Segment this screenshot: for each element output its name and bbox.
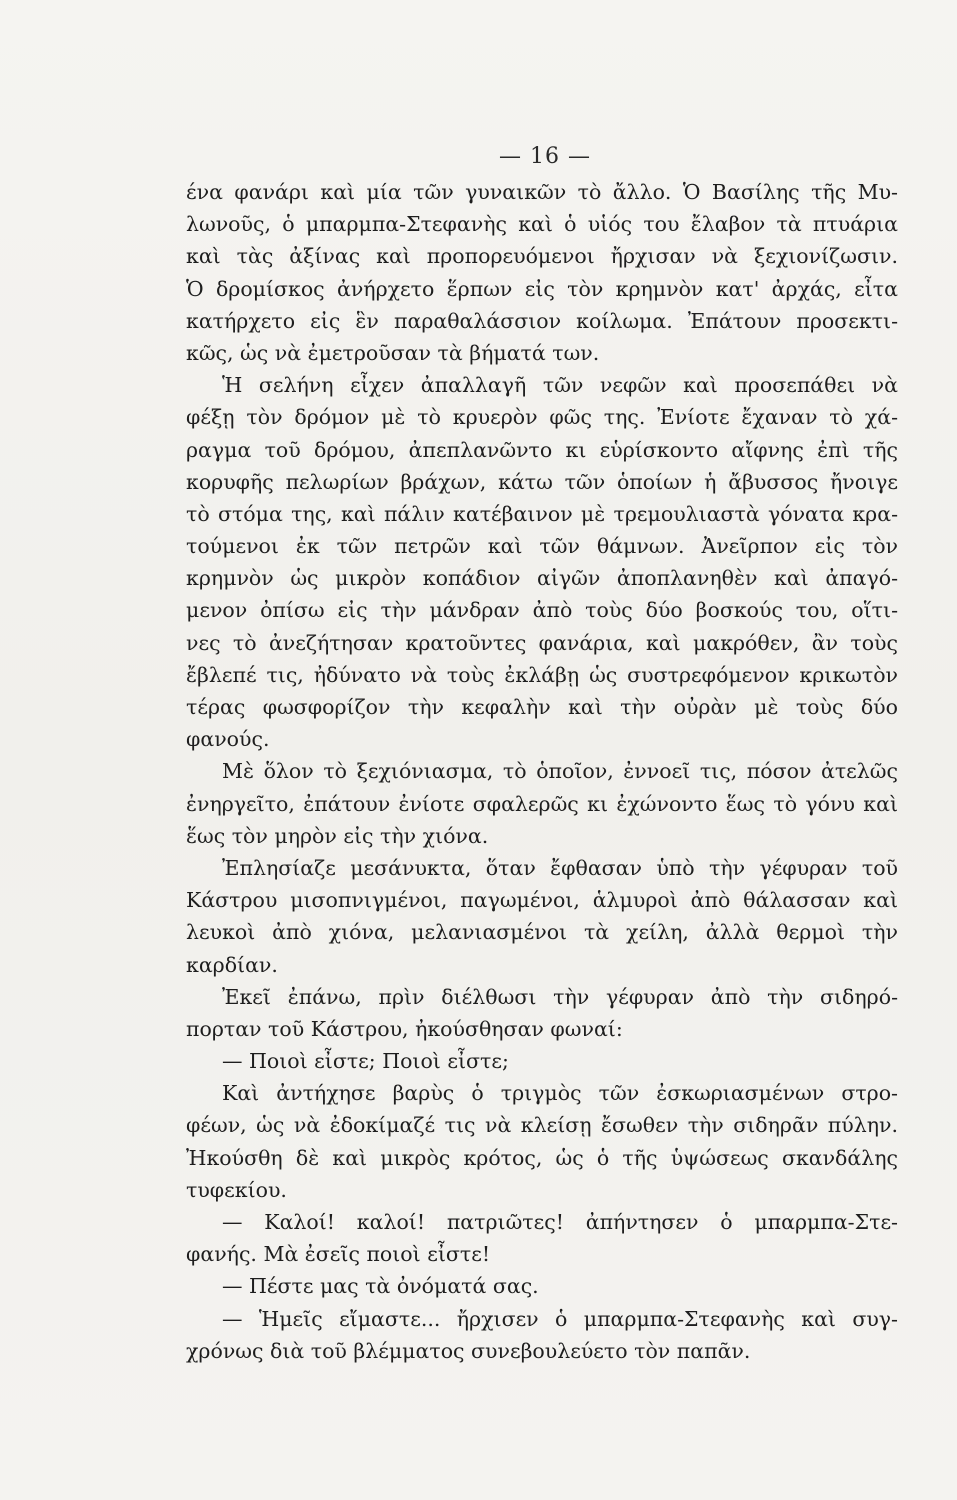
text-line: καρδίαν. <box>186 952 278 977</box>
text-line: τούμενοι ἐκ τῶν πετρῶν καὶ τῶν θάμνων. Ἀνεῖρπον εἰς τὸν <box>186 534 898 559</box>
text-line: τὸ στόμα της, καὶ πάλιν κατέβαινον μὲ τρεμουλιαστὰ γόνατα κρα- <box>186 501 898 526</box>
text-line: Ἐπλησίαζε μεσάνυκτα, ὅταν ἔφθασαν ὑπὸ τὴν γέφυραν τοῦ <box>222 855 898 880</box>
text-line: χρόνως διὰ τοῦ βλέμματος συνεβουλεύετο τὸν παπᾶν. <box>186 1338 751 1363</box>
text-line: κρημνὸν ὡς μικρὸν κοπάδιον αἰγῶν ἀποπλανηθὲν καὶ ἀπαγό- <box>186 566 898 591</box>
text-line: κατήρχετο εἰς ἓν παραθαλάσσιον κοίλωμα. Ἐπάτουν προσεκτι- <box>186 308 898 333</box>
text-line: ραγμα τοῦ δρόμου, ἀπεπλανῶντο κι εὑρίσκοντο αἴφνης ἐπὶ τῆς <box>186 437 898 462</box>
text-line: πορταν τοῦ Κάστρου, ἠκούσθησαν φωναί: <box>186 1016 623 1041</box>
text-line: ἐνηργεῖτο, ἐπάτουν ἐνίοτε σφαλερῶς κι ἐχώνοντο ἕως τὸ γόνυ καὶ <box>186 791 898 816</box>
text-line: φέξῃ τὸν δρόμον μὲ τὸ κρυερὸν φῶς της. Ἐνίοτε ἔχαναν τὸ χά- <box>186 405 898 430</box>
text-line: Ἐκεῖ ἐπάνω, πρὶν διέλθωσι τὴν γέφυραν ἀπὸ τὴν σιδηρό- <box>222 984 898 1009</box>
text-line: κῶς, ὡς νὰ ἐμετροῦσαν τὰ βήματά των. <box>186 340 600 365</box>
text-line: Ἠκούσθη δὲ καὶ μικρὸς κρότος, ὡς ὁ τῆς ὑψώσεως σκανδάλης <box>186 1145 898 1170</box>
body-text <box>186 176 898 1367</box>
page-number: — 16 — <box>499 144 591 169</box>
text-line: Ἡ σελήνη εἶχεν ἀπαλλαγῆ τῶν νεφῶν καὶ προσεπάθει νὰ <box>222 373 898 398</box>
text-line: τυφεκίου. <box>186 1177 287 1202</box>
text-line: τέρας φωσφορίζον τὴν κεφαλὴν καὶ τὴν οὐρὰν μὲ τοὺς δύο <box>186 695 898 719</box>
text-line: — Πέστε μας τὰ ὀνόματά σας. <box>222 1274 539 1299</box>
text-line: κορυφῆς πελωρίων βράχων, κάτω τῶν ὁποίων ἡ ἄβυσσος ἤνοιγε <box>186 469 898 494</box>
text-line: καὶ τὰς ἀξίνας καὶ προπορευόμενοι ἤρχισαν νὰ ξεχιονίζωσιν. <box>186 244 898 269</box>
text-line: φανής. Μὰ ἐσεῖς ποιοὶ εἶστε! <box>186 1242 491 1267</box>
text-line: λευκοὶ ἀπὸ χιόνα, μελανιασμένοι τὰ χείλη, ἀλλὰ θερμοὶ τὴν <box>186 920 898 945</box>
text-line: νες τὸ ἀνεζήτησαν κρατοῦντες φανάρια, καὶ μακρόθεν, ἂν τοὺς <box>186 630 898 655</box>
text-line: — Ποιοὶ εἶστε; Ποιοὶ εἶστε; <box>222 1049 509 1074</box>
text-line: — Ἡμεῖς εἴμαστε... ἤρχισεν ὁ μπαρμπα-Στεφανὴς καὶ συγ- <box>222 1306 898 1331</box>
text-line: φανούς. <box>186 727 270 752</box>
text-line: Ὁ δρομίσκος ἀνήρχετο ἕρπων εἰς τὸν κρημνὸν κατ' ἀρχάς, εἶτα <box>186 276 898 301</box>
text-line: ἔβλεπέ τις, ἠδύνατο νὰ τοὺς ἐκλάβῃ ὡς συστρεφόμενον κρικωτὸν <box>186 662 898 687</box>
text-line: ἕως τὸν μηρὸν εἰς τὴν χιόνα. <box>186 823 489 848</box>
text-line: — Καλοί! καλοί! πατριῶτες! ἀπήντησεν ὁ μπαρμπα-Στε- <box>222 1210 898 1234</box>
text-line: λωνοῦς, ὁ μπαρμπα-Στεφανὴς καὶ ὁ υἱός του ἔλαβον τὰ πτυάρια <box>186 212 898 237</box>
text-line: Καὶ ἀντήχησε βαρὺς ὁ τριγμὸς τῶν ἐσκωριασμένων στρο- <box>222 1081 898 1106</box>
text-line: φέων, ὡς νὰ ἐδοκίμαζέ τις νὰ κλείσῃ ἔσωθεν τὴν σιδηρᾶν πύλην. <box>186 1113 898 1138</box>
text-line: μενον ὀπίσω εἰς τὴν μάνδραν ἀπὸ τοὺς δύο βοσκούς του, οἵτι- <box>186 598 898 623</box>
text-line: Κάστρου μισοπνιγμένοι, παγωμένοι, ἁλμυροὶ ἀπὸ θάλασσαν καὶ <box>186 888 898 913</box>
text-line: Μὲ ὅλον τὸ ξεχιόνιασμα, τὸ ὁποῖον, ἐννοεῖ τις, πόσον ἀτελῶς <box>222 759 898 784</box>
text-line: ένα φανάρι καὶ μία τῶν γυναικῶν τὸ ἄλλο. Ὁ Βασίλης τῆς Μυ- <box>186 180 898 204</box>
